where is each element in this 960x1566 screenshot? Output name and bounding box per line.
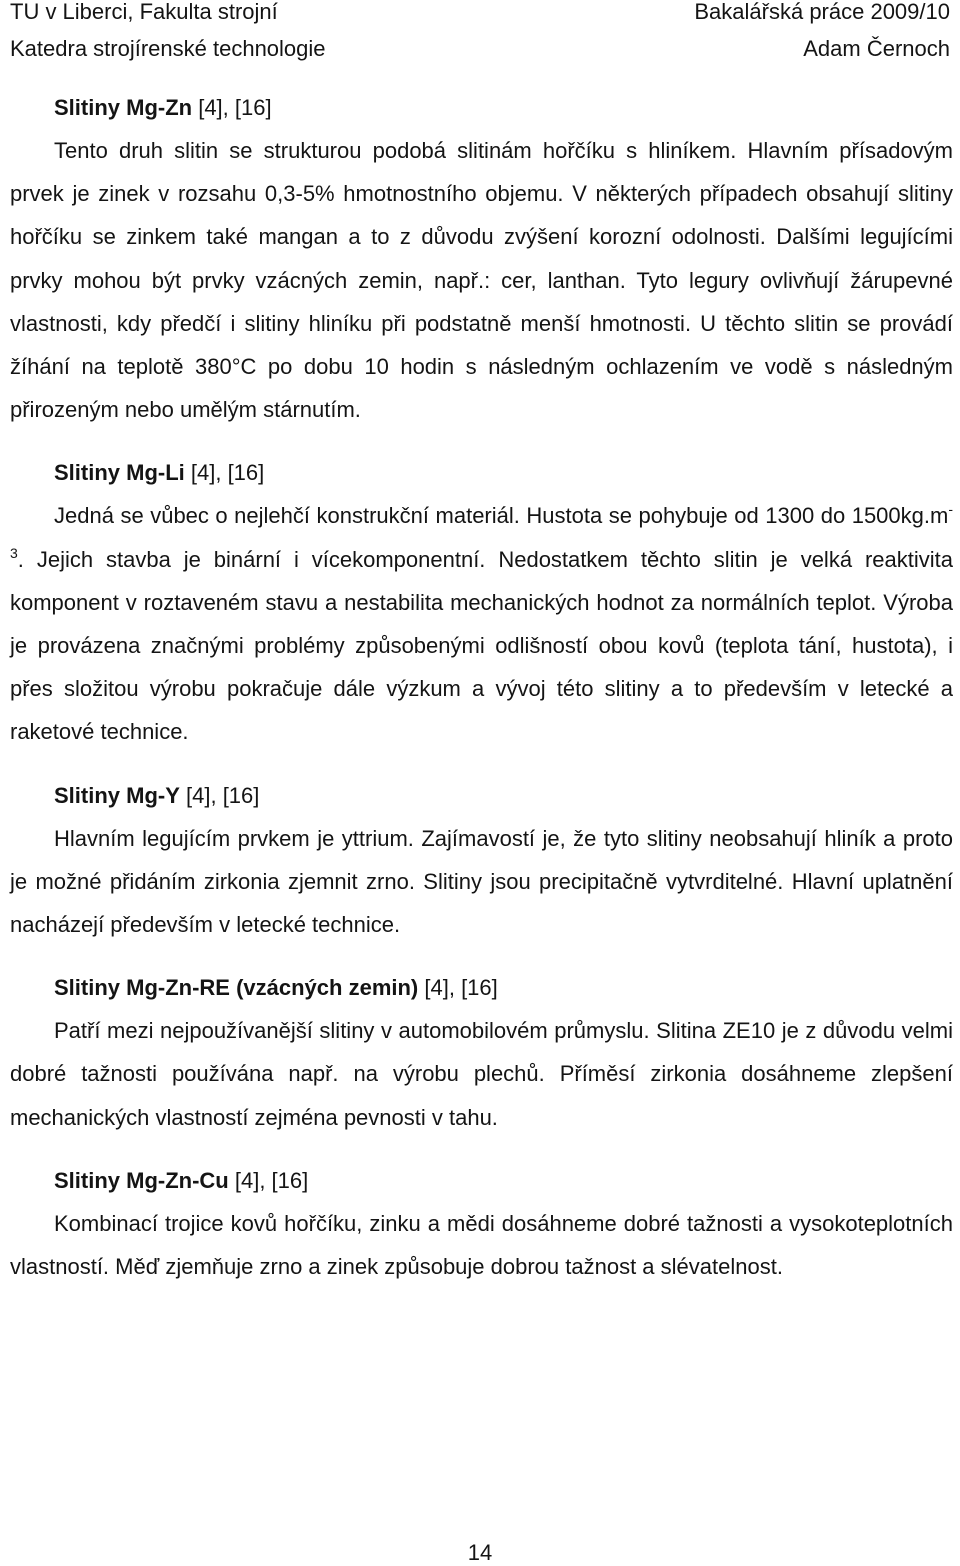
section-heading-mg-zn: [10, 86, 953, 129]
section-refs: [4], [16]: [179, 782, 260, 808]
page-number: 14: [467, 1540, 493, 1565]
section-heading-mg-y: [10, 774, 953, 817]
section-heading-mg-li: [10, 451, 953, 494]
header-university: TU v Liberci, Fakulta strojní: [10, 0, 278, 24]
section-title: Slitiny Mg-Y: [54, 782, 180, 808]
section-paragraph-mg-zn: Tento druh slitin se strukturou podobá slitinám hořčíku s hliníkem. Hlavním přísadovým prvek je zinek v rozsahu 0,3-5% hmotnostního objemu. V některých případech obsahují slitiny hořčíku se zinkem také mangan a to z důvodu zvýšení korozní odolnosti. Dalšími legujícími prvky mohou být prvky vzácných zemin, např.: cer, lanthan. Tyto legury ovlivňují žárupevné vlastnosti, kdy předčí i slitiny hliníku při podstatně menší hmotnosti. U těchto slitin se provádí žíhání na teplotě 380°C po dobu 10 hodin s následným ochlazením ve vodě s následným přirozeným nebo umělým stárnutím.: [10, 138, 953, 423]
section-title: Slitiny Mg-Zn: [54, 95, 193, 120]
section-heading-mg-zn-re: [10, 966, 953, 1009]
section-paragraph-mg-li: [10, 494, 953, 753]
section-spacer: [10, 946, 953, 966]
section-paragraph-mg-zn-cu: Kombinací trojice kovů hořčíku, zinku a mědi dosáhneme dobré tažnosti a vysokoteplotních vlastností. Měď zjemňuje zrno a zinek způsobuje dobrou tažnost a slévatelnost.: [10, 1210, 953, 1280]
section-title: Slitiny Mg-Zn-RE (vzácných zemin): [54, 975, 419, 1001]
section-spacer: [10, 431, 953, 451]
page-body: [10, 86, 953, 1288]
paragraph-text: Jedná se vůbec o nejlehčí konstrukční materiál. Hustota se pohybuje od 1300 do 1500kg.m: [54, 503, 949, 529]
section-spacer: [10, 1139, 953, 1159]
section-refs: [4], [16]: [192, 95, 272, 120]
section-refs: [4], [16]: [184, 460, 265, 486]
header-divider: [10, 69, 950, 70]
superscript-exponent: -3: [10, 501, 953, 561]
section-title: Slitiny Mg-Zn-Cu: [54, 1167, 229, 1193]
section-refs: [4], [16]: [418, 975, 498, 1001]
header-department: Katedra strojírenské technologie: [10, 36, 326, 61]
section-paragraph-mg-zn-re: Patří mezi nejpoužívanější slitiny v automobilovém průmyslu. Slitina ZE10 je z důvodu velmi dobré tažnosti používána např. na výrobu plechů. Příměsí zirkonia dosáhneme zlepšení mechanických vlastností zejména pevnosti v tahu.: [10, 1018, 953, 1130]
paragraph-text: . Jejich stavba je binární i vícekomponentní. Nedostatkem těchto slitin je velká reaktivita komponent v roztaveném stavu a nestabilita mechanických hodnot za normálních teplot. Výroba je provázena značnými problémy způsobenými odlišností obou kovů (teplota tání, hustota), i přes složitou výrobu pokračuje dále výzkum a vývoj této slitiny a to především v letecké a raketové technice.: [10, 546, 953, 745]
section-refs: [4], [16]: [228, 1167, 309, 1193]
header-author: Adam Černoch: [803, 36, 950, 61]
section-heading-mg-zn-cu: [10, 1159, 953, 1202]
header-thesis: Bakalářská práce 2009/10: [694, 0, 950, 24]
section-spacer: [10, 754, 953, 774]
section-title: Slitiny Mg-Li: [54, 460, 185, 486]
section-paragraph-mg-y: Hlavním legujícím prvkem je yttrium. Zajímavostí je, že tyto slitiny neobsahují hliník a proto je možné přidáním zirkonia zjemnit zrno. Slitiny jsou precipitačně vytvrditelné. Hlavní uplatnění nacházejí především v letecké technice.: [10, 825, 953, 938]
